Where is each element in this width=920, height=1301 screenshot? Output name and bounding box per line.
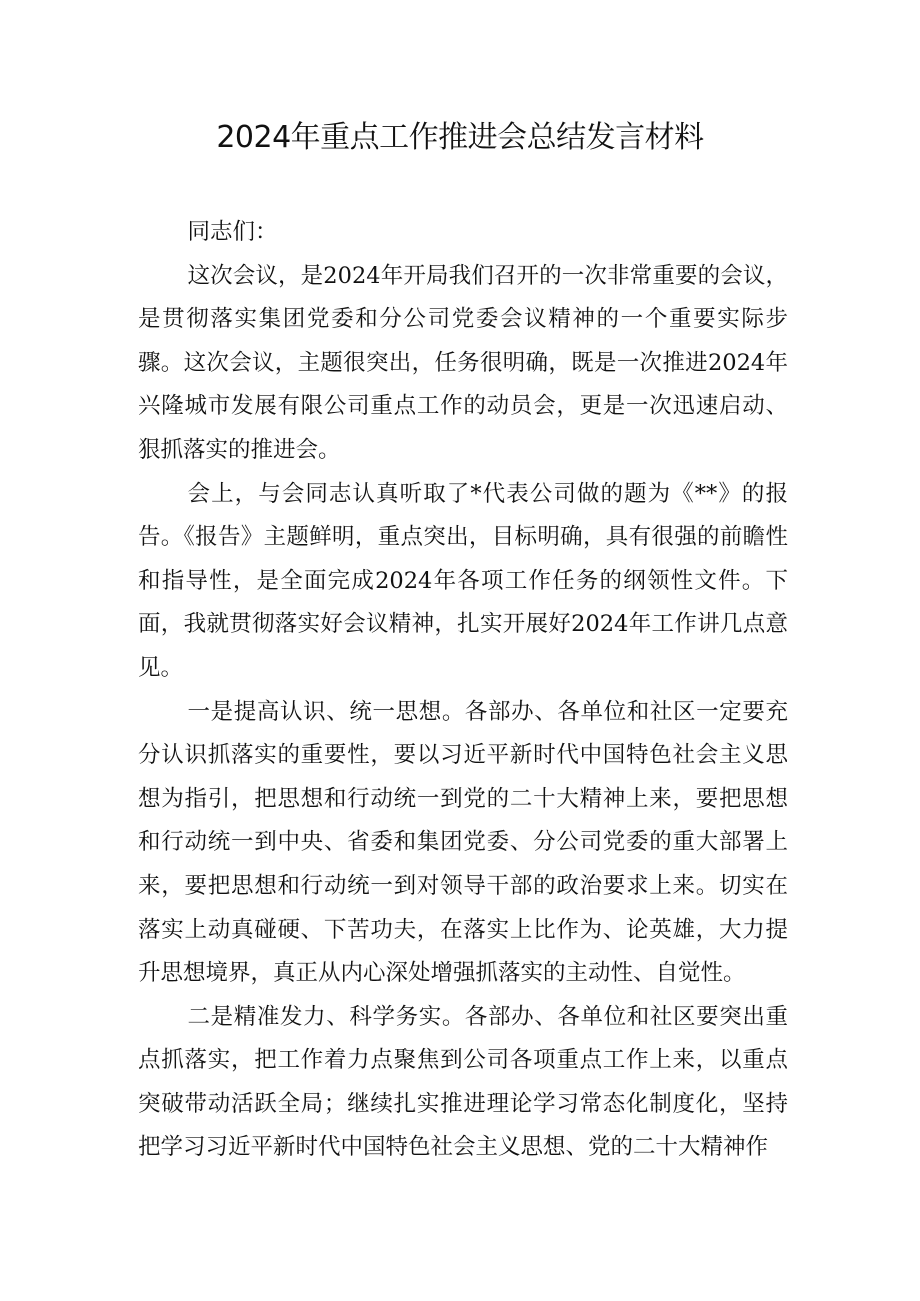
- document-body: [138, 211, 788, 1170]
- paragraph-point-one: 一是提高认识、统一思想。各部办、各单位和社区一定要充分认识抓落实的重要性，要以习近平新时代中国特色社会主义思想为指引，把思想和行动统一到党的二十大精神上来，要把思想和行动统一到中央、省委和集团党委、分公司党委的重大部署上来，要把思想和行动统一到对领导干部的政治要求上来。切实在落实上动真碰硬、下苦功夫，在落实上比作为、论英雄，大力提升思想境界，真正从内心深处增强抓落实的主动性、自觉性。: [138, 698, 788, 987]
- paragraph-report-summary: 会上，与会同志认真听取了*代表公司做的题为《**》的报告。《报告》主题鲜明，重点突出，目标明确，具有很强的前瞻性和指导性，是全面完成2024年各项工作任务的纲领性文件。下面，我就贯彻落实好会议精神，扎实开展好2024年工作讲几点意见。: [138, 480, 788, 681]
- paragraph-point-two: 二是精准发力、科学务实。各部办、各单位和社区要突出重点抓落实，把工作着力点聚焦到公司各项重点工作上来，以重点突破带动活跃全局；继续扎实推进理论学习常态化制度化，坚持把学习习近平新时代中国特色社会主义思想、党的二十大精神作: [138, 1003, 788, 1161]
- document-title: 2024年重点工作推进会总结发言材料: [216, 120, 704, 155]
- paragraph-meeting-intro: 这次会议，是2024年开局我们召开的一次非常重要的会议，是贯彻落实集团党委和分公司党委会议精神的一个重要实际步骤。这次会议，主题很突出，任务很明确，既是一次推进2024年兴隆城市发展有限公司重点工作的动员会，更是一次迅速启动、狠抓落实的推进会。: [138, 262, 788, 463]
- salutation-paragraph: 同志们：: [187, 219, 278, 245]
